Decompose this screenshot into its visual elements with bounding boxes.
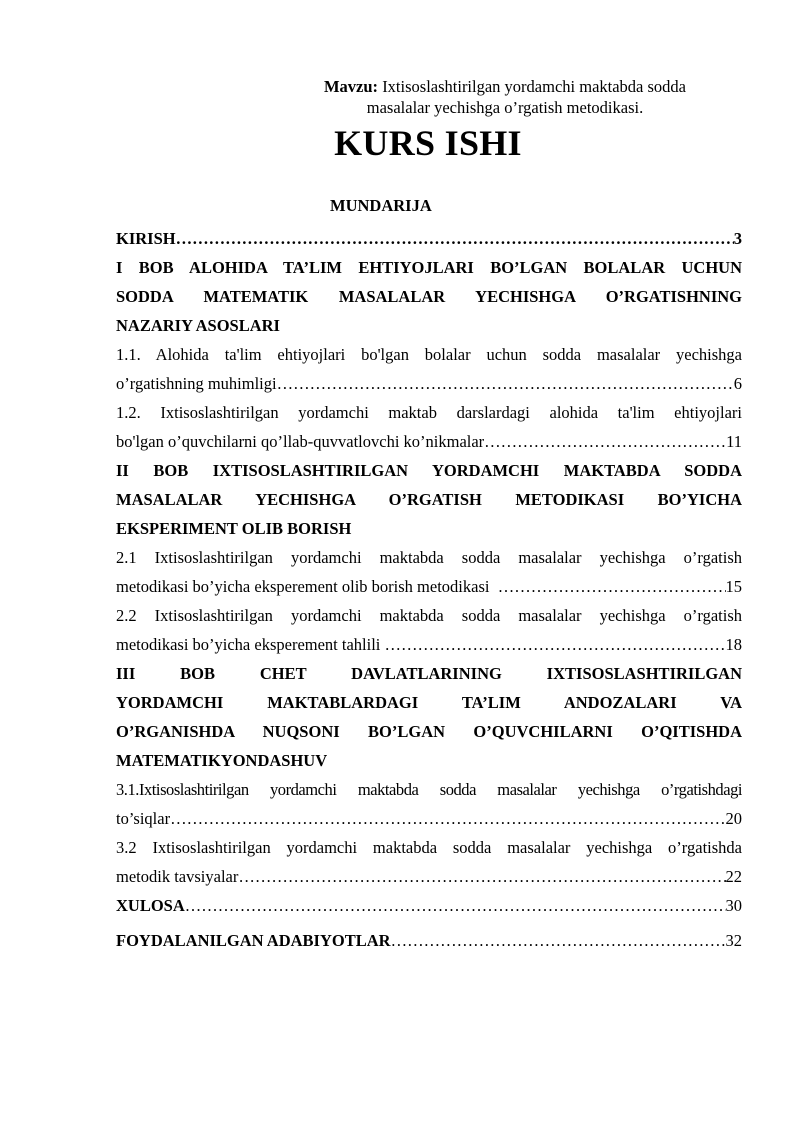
toc-entry-3-2: metodik tavsiyalar ………………………………………………………………………………………………………………………………………………………………………………………… 22 (116, 862, 742, 891)
toc-entry-2-1: metodikasi bo’yicha eksperement olib borish metodikasi ………………………………………………………………………………………………………………………………………………………………………………………… 15 (116, 572, 742, 601)
chapter-2-heading-line: EKSPERIMENT OLIB BORISH (116, 519, 352, 538)
page-number: 11 (726, 432, 742, 451)
chapter-1-heading-line: SODDA MATEMATIK MASALALAR YECHISHGA O’RGATISHNING (116, 287, 742, 306)
page-number: 6 (733, 374, 742, 393)
chapter-3-heading-line: YORDAMCHI MAKTABLARDAGI TA’LIM ANDOZALARI VA (116, 693, 742, 712)
chapter-1-heading-line: NAZARIY ASOSLARI (116, 316, 280, 335)
chapter-3-heading-line: MATEMATIKYONDASHUV (116, 751, 328, 770)
page-number: 3 (733, 229, 742, 248)
topic-line-1: Ixtisoslashtirilgan yordamchi maktabda sodda (378, 77, 686, 96)
page-number: 15 (725, 577, 742, 596)
toc-entry-3-2-line: 3.2 Ixtisoslashtirilgan yordamchi maktabda sodda masalalar yechishga o’rgatishda (116, 838, 742, 857)
toc-entry-intro: KIRISH ………………………………………………………………………………………………………………………………………………………………………………………… 3 (116, 224, 742, 253)
topic (270, 76, 740, 118)
table-of-contents (116, 224, 742, 955)
toc-entry-3-1: to’siqlar ………………………………………………………………………………………………………………………………………………………………………………………… 20 (116, 804, 742, 833)
document-title: KURS ISHI (334, 123, 522, 163)
page-number: 32 (725, 931, 742, 950)
chapter-2-heading-line: MASALALAR YECHISHGA O’RGATISH METODIKASI BO’YICHA (116, 490, 742, 509)
toc-entry-1-1-line: 1.1. Alohida ta'lim ehtiyojlari bo'lgan bolalar uchun sodda masalalar yechishga (116, 345, 742, 364)
toc-entry-conclusion: XULOSA ………………………………………………………………………………………………………………………………………………………………………………………… 30 (116, 891, 742, 920)
page-number: 20 (725, 809, 742, 828)
toc-entry-references: FOYDALANILGAN ADABIYOTLAR ………………………………………………………………………………………………………………………………………………………………………………………… 32 (116, 926, 742, 955)
toc-entry-1-2: bo'lgan o’quvchilarni qo’llab-quvvatlovchi ko’nikmalar ………………………………………………………………………………………………………………………………………………………………………………………… 11 (116, 427, 742, 456)
topic-line-2: masalalar yechishga o’rgatish metodikasi. (366, 98, 644, 117)
page-number: 22 (725, 867, 742, 886)
chapter-2-heading-line: II BOB IXTISOSLASHTIRILGAN YORDAMCHI MAKTABDA SODDA (116, 461, 742, 480)
chapter-1-heading-line: I BOB ALOHIDA TA’LIM EHTIYOJLARI BO’LGAN BOLALAR UCHUN (116, 258, 742, 277)
toc-entry-3-1-line: 3.1.Ixtisoslashtirilgan yordamchi maktabda sodda masalalar yechishga o’rgatishdagi (116, 780, 742, 799)
toc-heading: MUNDARIJA (330, 196, 432, 215)
toc-entry-1-1: o’rgatishning muhimligi ………………………………………………………………………………………………………………………………………………………………………………………… 6 (116, 369, 742, 398)
toc-entry-2-2: metodikasi bo’yicha eksperement tahlili ………………………………………………………………………………………………………………………………………………………………………………………… 18 (116, 630, 742, 659)
toc-entry-2-2-line: 2.2 Ixtisoslashtirilgan yordamchi maktabda sodda masalalar yechishga o’rgatish (116, 606, 742, 625)
chapter-3-heading-line: O’RGANISHDA NUQSONI BO’LGAN O’QUVCHILARNI O’QITISHDA (116, 722, 742, 741)
toc-entry-1-2-line: 1.2. Ixtisoslashtirilgan yordamchi maktab darslardagi alohida ta'lim ehtiyojlari (116, 403, 742, 422)
page-number: 18 (725, 635, 742, 654)
toc-entry-2-1-line: 2.1 Ixtisoslashtirilgan yordamchi maktabda sodda masalalar yechishga o’rgatish (116, 548, 742, 567)
page-number: 30 (725, 896, 742, 915)
chapter-3-heading-line: III BOB CHET DAVLATLARINING IXTISOSLASHTIRILGAN (116, 664, 742, 683)
topic-label: Mavzu: (323, 77, 379, 96)
